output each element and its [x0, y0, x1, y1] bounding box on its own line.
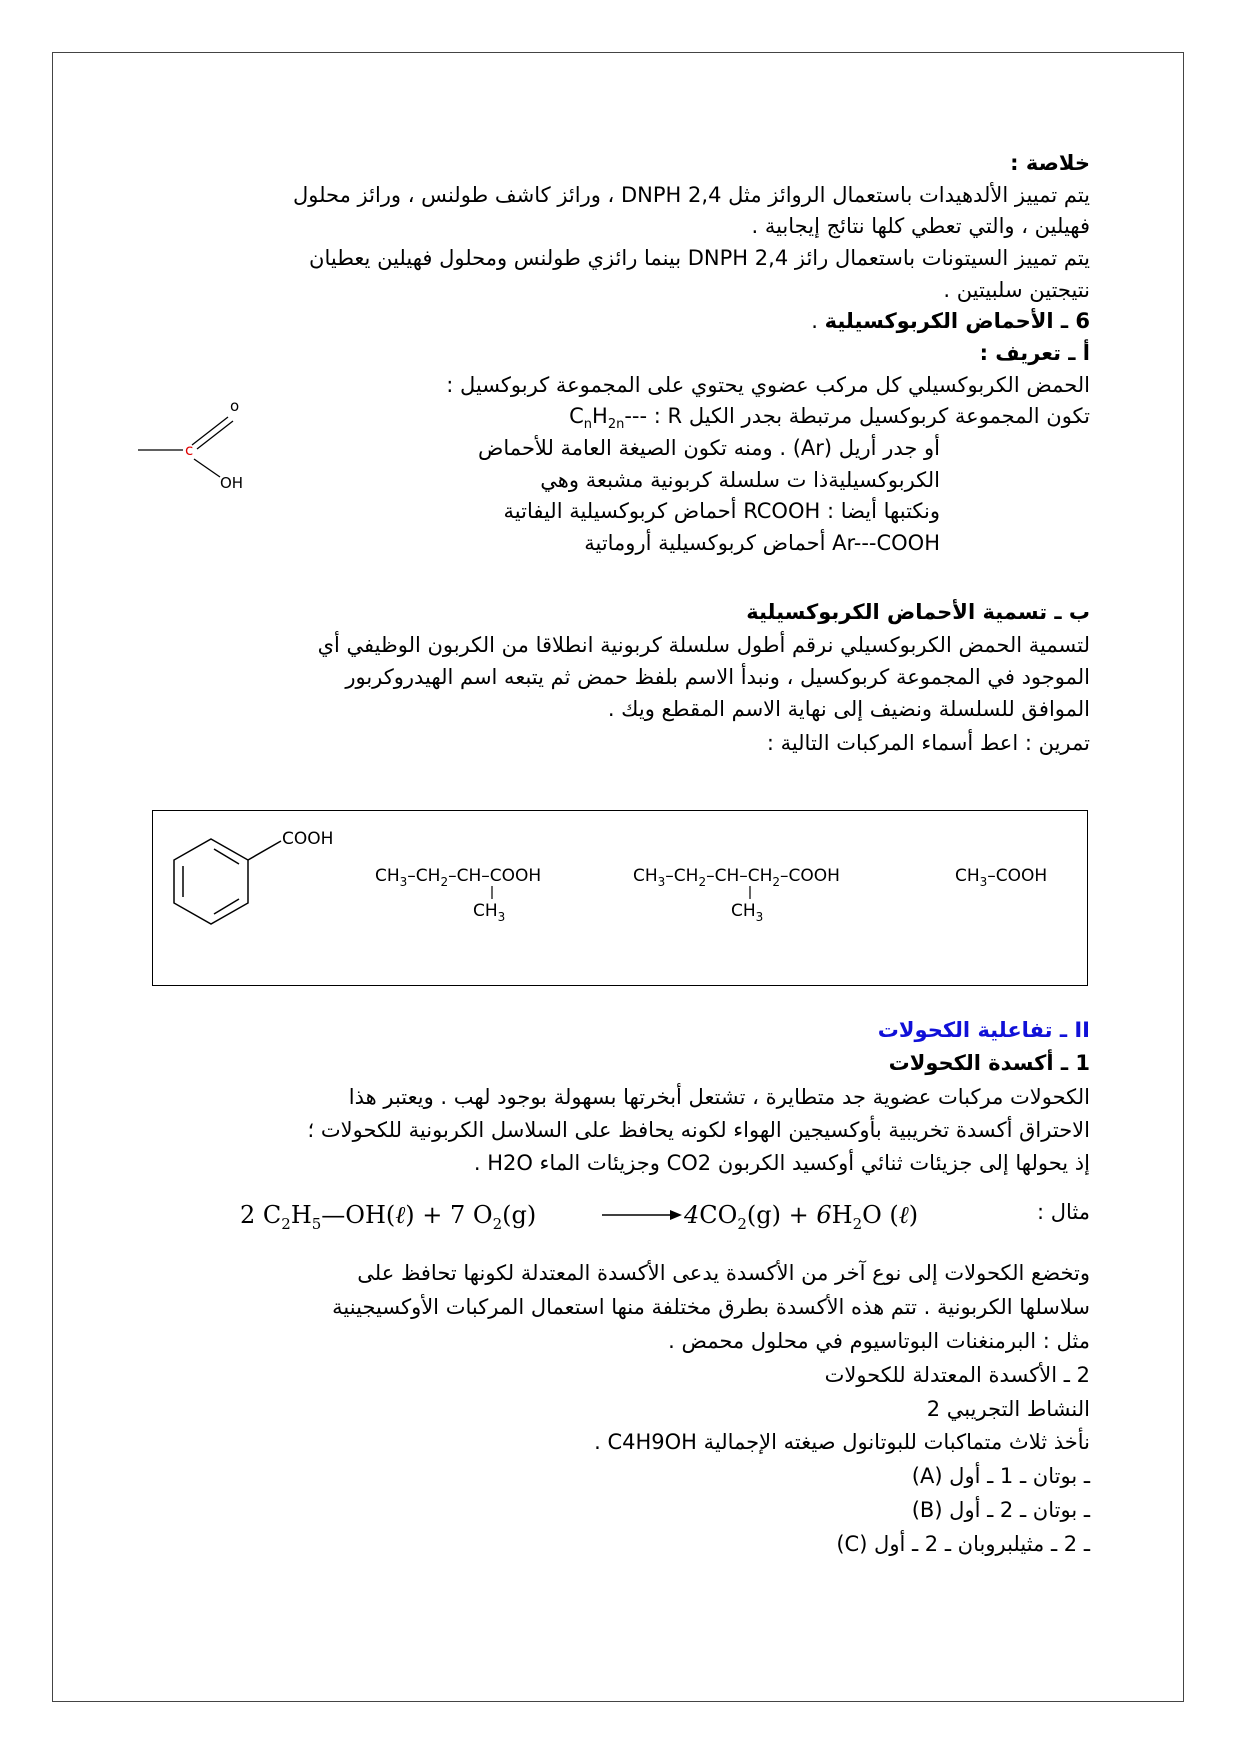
- mild-oxidation-line3: مثل : البرمنغنات البوتاسيوم في محلول محمض .: [668, 1329, 1090, 1353]
- part2-title: II ـ تفاعلية الكحولات: [877, 1018, 1090, 1042]
- equation-products: $4CO_2(g) + 6H_2O$ (ℓ): [684, 1201, 919, 1233]
- formula3-main: $CH_3-CH_2-CH-CH_2$–COOH: [633, 866, 840, 889]
- naming-line1: لتسمية الحمض الكربوكسيلي نرقم أطول سلسلة كربونية انطلاقا من الكربون الوظيفي أي: [317, 633, 1090, 657]
- benzene-inner-bond-2: [214, 849, 239, 864]
- formula3-branch: $CH_3$: [731, 901, 764, 924]
- example-label: مثال :: [1037, 1200, 1090, 1224]
- summary-p1-line2: فهيلين ، والتي تعطي كلها نتائج إيجابية .: [751, 214, 1090, 238]
- summary-p1-line1: يتم تمييز الألدهيدات باستعمال الروائز مثل 2,4 DNPH ، ورائز كاشف طولنس ، ورائز محلول: [292, 183, 1090, 207]
- definition-line2-text: تكون المجموعة كربوكسيل مرتبطة بجدر الكيل R :: [653, 404, 1090, 428]
- definition-line5: ونكتبها أيضا : RCOOH أحماض كربوكسيلية اليفاتية: [503, 499, 940, 523]
- carboxyl-carbon-label: c: [185, 441, 194, 459]
- benzoic-cooh-bond: [248, 841, 281, 860]
- combustion-equation-drawing: [240, 1195, 960, 1235]
- combustion-equation: [240, 1195, 960, 1235]
- alkyl-formula: $C_nH_{2n}---$: [569, 404, 648, 433]
- formula2-main: $CH_3-CH_2-CH$–COOH: [375, 866, 542, 889]
- definition-line4: الكربوكسيليةذا ت سلسلة كربونية مشبعة وهي: [540, 468, 940, 492]
- mild-oxidation-line1: وتخضع الكحولات إلى نوع آخر من الأكسدة يدعى الأكسدة المعتدلة لكونها تحافظ على: [357, 1261, 1090, 1285]
- summary-p2-line1: يتم تمييز السيتونات باستعمال رائز 2,4 DNPH بينما رائزي طولنس ومحلول فهيلين يعطيان: [309, 246, 1090, 270]
- experimental-activity: النشاط التجريبي 2: [926, 1397, 1090, 1421]
- isomer-b: ـ بوتان ـ 2 ـ أول (B): [911, 1498, 1090, 1522]
- carboxyl-oxygen-label: o: [230, 397, 240, 415]
- isomer-c: ـ 2 ـ مثيلبروبان ـ 2 ـ أول (C): [836, 1532, 1090, 1556]
- benzene-ring: [174, 839, 248, 924]
- section6-title: 6 ـ الأحماض الكربوكسيلية: [824, 309, 1090, 333]
- subsection-b-title: ب ـ تسمية الأحماض الكربوكسيلية: [746, 600, 1090, 624]
- oxidation-line1: الكحولات مركبات عضوية جد متطايرة ، تشتعل أبخرتها بسهولة بوجود لهب . ويعتبر هذا: [348, 1085, 1090, 1109]
- naming-line2: الموجود في المجموعة كربوكسيل ، ونبدأ الاسم بلفظ حمض ثم يتبعه اسم الهيدروكربور: [345, 665, 1090, 689]
- definition-line1: الحمض الكربوكسيلي كل مركب عضوي يحتوي على المجموعة كربوكسيل :: [446, 373, 1090, 397]
- equation-text: 2 $C_2H_5—OH(\ell)$ + 7 $O_2(g)$: [240, 1201, 537, 1233]
- formulas-drawing: [153, 811, 1087, 985]
- benzoic-cooh-label: COOH: [282, 829, 334, 849]
- formulas-box: [152, 810, 1088, 986]
- carboxyl-double-bond-1: [192, 417, 228, 445]
- exercise-prompt: تمرين : اعط أسماء المركبات التالية :: [766, 731, 1090, 755]
- activity-line1: نأخذ ثلاث متماكبات للبوتانول صيغته الإجمالية C4H9OH .: [594, 1430, 1090, 1454]
- oxidation-section-title: 1 ـ أكسدة الكحولات: [888, 1051, 1090, 1075]
- mild-oxidation-section-title: 2 ـ الأكسدة المعتدلة للكحولات: [824, 1363, 1090, 1387]
- carboxyl-oh-bond: [194, 459, 220, 477]
- benzene-inner-bond-3: [214, 899, 239, 914]
- summary-p2-line2: نتيجتين سلبيتين .: [943, 278, 1090, 302]
- formula2-branch: $CH_3$: [473, 901, 506, 924]
- oxidation-line2: الاحتراق أكسدة تخريبية بأوكسيجين الهواء لكونه يحافظ على السلاسل الكربونية للكحولات ؛: [307, 1118, 1090, 1142]
- naming-line3: الموافق للسلسلة ونضيف إلى نهاية الاسم المقطع ويك .: [607, 697, 1090, 721]
- section6-title-dot: .: [811, 309, 818, 333]
- formula4-acetic: $CH_3$–COOH: [955, 866, 1048, 889]
- equation-arrow-head: [670, 1210, 682, 1220]
- subsection-a-title: أ ـ تعريف :: [979, 341, 1090, 365]
- oxidation-line3: إذ يحولها إلى جزيئات ثنائي أوكسيد الكربون CO2 وجزيئات الماء H2O .: [473, 1151, 1090, 1175]
- section6-heading: [811, 306, 1090, 336]
- mild-oxidation-line2: سلاسلها الكربونية . تتم هذه الأكسدة بطرق مختلفة منها استعمال المركبات الأوكسيجينية: [332, 1295, 1090, 1319]
- isomer-a: ـ بوتان ـ 1 ـ أول (A): [911, 1464, 1090, 1488]
- carboxyl-group-diagram: [130, 395, 270, 500]
- definition-line6: Ar---COOH أحماض كربوكسيلية أروماتية: [584, 531, 940, 555]
- carboxyl-oh-label: OH: [220, 474, 244, 492]
- definition-line3: أو جدر أريل (Ar) . ومنه تكون الصيغة العامة للأحماض: [478, 436, 940, 460]
- carboxyl-double-bond-2: [197, 421, 233, 449]
- summary-title: خلاصة :: [1010, 151, 1090, 175]
